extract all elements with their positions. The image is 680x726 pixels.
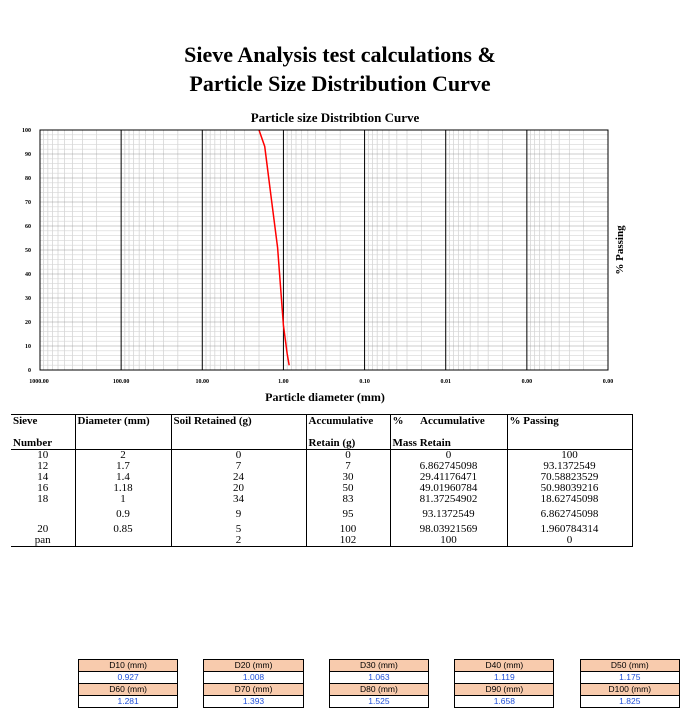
header-number: Number [13, 437, 53, 449]
cell-mass: 29.41176471 [390, 472, 507, 483]
x-tick-label: 10.00 [195, 379, 210, 385]
d-value: 1.658 [455, 696, 554, 708]
x-tick-label: 100.00 [112, 379, 130, 385]
cell-gap [429, 672, 455, 684]
cell-acc: 100 [306, 520, 390, 535]
header-mass-retain: Mass Retain [390, 436, 507, 450]
d-values-label-row [79, 660, 680, 672]
cell-sieve: 20 [37, 523, 49, 535]
cell-acc: 102 [306, 535, 390, 547]
table-row [11, 505, 632, 520]
d-value: 1.281 [79, 696, 178, 708]
d-value: 1.825 [580, 696, 679, 708]
chart-series [259, 130, 289, 365]
y-tick-label: 30 [25, 296, 31, 302]
x-tick-label: 1000.00 [29, 379, 49, 385]
cell-diameter: 1.4 [75, 472, 171, 483]
cell-sieve: 18 [37, 493, 49, 505]
cell-gap [178, 660, 204, 672]
cell-passing: 0 [507, 535, 632, 547]
table-row [11, 461, 632, 472]
cell-mass: 49.01960784 [390, 483, 507, 494]
header-soil-retained: Soil Retained (g) [171, 415, 306, 437]
cell-passing: 18.62745098 [507, 494, 632, 505]
cell-acc: 30 [306, 472, 390, 483]
cell-mass: 98.03921569 [390, 520, 507, 535]
cell-passing: 6.862745098 [507, 505, 632, 520]
cell-gap [303, 684, 329, 696]
header-diameter: Diameter (mm) [75, 415, 171, 437]
cell-retained: 20 [171, 483, 306, 494]
title-line-1: Sieve Analysis test calculations & [184, 42, 496, 67]
cell-diameter: 2 [75, 450, 171, 462]
cell-sieve: 14 [37, 471, 49, 483]
cell-sieve [11, 505, 75, 520]
sieve-analysis-table [11, 414, 633, 547]
cell-mass: 100 [390, 535, 507, 547]
d-label: D40 (mm) [455, 660, 554, 672]
header-retain: Retain (g) [306, 436, 390, 450]
header-sieve: Sieve [11, 415, 75, 437]
cell-retained: 5 [171, 520, 306, 535]
cell-diameter: 1.18 [75, 483, 171, 494]
cell-diameter: 1.7 [75, 461, 171, 472]
cell-gap [303, 672, 329, 684]
d-value: 0.927 [79, 672, 178, 684]
cell-gap [429, 696, 455, 708]
y-tick-label: 80 [25, 176, 31, 182]
d-label: D80 (mm) [329, 684, 428, 696]
header-percent-accumulative [390, 415, 507, 437]
x-tick-label: 0.10 [359, 379, 370, 385]
y-tick-label: 90 [25, 152, 31, 158]
header-accumulative: Accumulative [306, 415, 390, 437]
cell-diameter [75, 535, 171, 547]
x-axis-ticks [29, 379, 613, 385]
d-values-label-row [79, 684, 680, 696]
table-row [11, 450, 632, 462]
x-tick-label: 0.00 [602, 379, 614, 385]
cell-passing: 93.1372549 [507, 461, 632, 472]
header-passing: % Passing [507, 415, 632, 437]
d-value: 1.393 [204, 696, 303, 708]
d-label: D90 (mm) [455, 684, 554, 696]
cell-gap [429, 660, 455, 672]
cell-retained: 24 [171, 472, 306, 483]
cell-acc: 50 [306, 483, 390, 494]
d-label: D70 (mm) [204, 684, 303, 696]
cell-passing: 1.960784314 [507, 520, 632, 535]
cell-gap [554, 672, 580, 684]
x-tick-label: 0.01 [440, 379, 451, 385]
y-tick-label: 0 [28, 368, 31, 374]
title-line-2: Particle Size Distribution Curve [189, 71, 491, 96]
y-tick-label: 20 [25, 320, 31, 326]
x-tick-label: 0.00 [521, 379, 533, 385]
cell-gap [554, 684, 580, 696]
table-row [11, 535, 632, 547]
cell-sieve: pan [11, 535, 75, 547]
y-axis-label: % Passing [614, 225, 626, 275]
d-values-value-row [79, 672, 680, 684]
cell-gap [178, 672, 204, 684]
cell-mass: 93.1372549 [390, 505, 507, 520]
d-label: D20 (mm) [204, 660, 303, 672]
cell-diameter: 0.9 [75, 505, 171, 520]
x-tick-label: 1.00 [278, 379, 289, 385]
d-label: D10 (mm) [79, 660, 178, 672]
cell-gap [178, 696, 204, 708]
d-value: 1.119 [455, 672, 554, 684]
d-value: 1.525 [329, 696, 428, 708]
table-row [11, 520, 632, 535]
x-axis-label: Particle diameter (mm) [265, 390, 385, 404]
cell-mass: 81.37254902 [390, 494, 507, 505]
cell-gap [554, 660, 580, 672]
y-tick-label: 100 [22, 128, 31, 134]
d-label: D50 (mm) [580, 660, 679, 672]
cell-acc: 95 [306, 505, 390, 520]
cell-gap [303, 660, 329, 672]
cell-passing: 100 [507, 450, 632, 462]
cell-retained: 7 [171, 461, 306, 472]
d-values-value-row [79, 696, 680, 708]
table-row [11, 483, 632, 494]
cell-retained: 9 [171, 505, 306, 520]
cell-gap [429, 684, 455, 696]
cell-sieve: 16 [37, 482, 49, 494]
cell-gap [554, 696, 580, 708]
y-axis-ticks [22, 128, 31, 374]
cell-retained: 2 [171, 535, 306, 547]
table-row [11, 472, 632, 483]
cell-mass: 6.862745098 [390, 461, 507, 472]
chart-title: Particle size Distribtion Curve [250, 110, 420, 125]
d-label: D30 (mm) [329, 660, 428, 672]
series-line [259, 130, 289, 365]
d-label: D100 (mm) [580, 684, 679, 696]
d-values-table [78, 659, 680, 708]
y-tick-label: 10 [25, 344, 31, 350]
cell-gap [178, 684, 204, 696]
cell-sieve: 10 [11, 450, 75, 462]
chart-grid [40, 130, 608, 370]
d-value: 1.008 [204, 672, 303, 684]
cell-acc: 7 [306, 461, 390, 472]
cell-diameter: 1 [75, 494, 171, 505]
y-tick-label: 40 [25, 272, 31, 278]
header-acc-percent: Accumulative [420, 415, 485, 427]
y-tick-label: 50 [25, 248, 31, 254]
d-value: 1.175 [580, 672, 679, 684]
cell-sieve: 12 [37, 460, 49, 472]
table-row [11, 494, 632, 505]
cell-acc: 83 [306, 494, 390, 505]
d-label: D60 (mm) [79, 684, 178, 696]
cell-retained: 0 [171, 450, 306, 462]
cell-gap [303, 696, 329, 708]
y-tick-label: 70 [25, 200, 31, 206]
cell-diameter: 0.85 [75, 520, 171, 535]
cell-retained: 34 [171, 494, 306, 505]
d-value: 1.063 [329, 672, 428, 684]
cell-passing: 70.58823529 [507, 472, 632, 483]
y-tick-label: 60 [25, 224, 31, 230]
cell-mass: 0 [390, 450, 507, 462]
header-percent: % [392, 415, 404, 427]
cell-acc: 0 [306, 450, 390, 462]
cell-passing: 50.98039216 [507, 483, 632, 494]
